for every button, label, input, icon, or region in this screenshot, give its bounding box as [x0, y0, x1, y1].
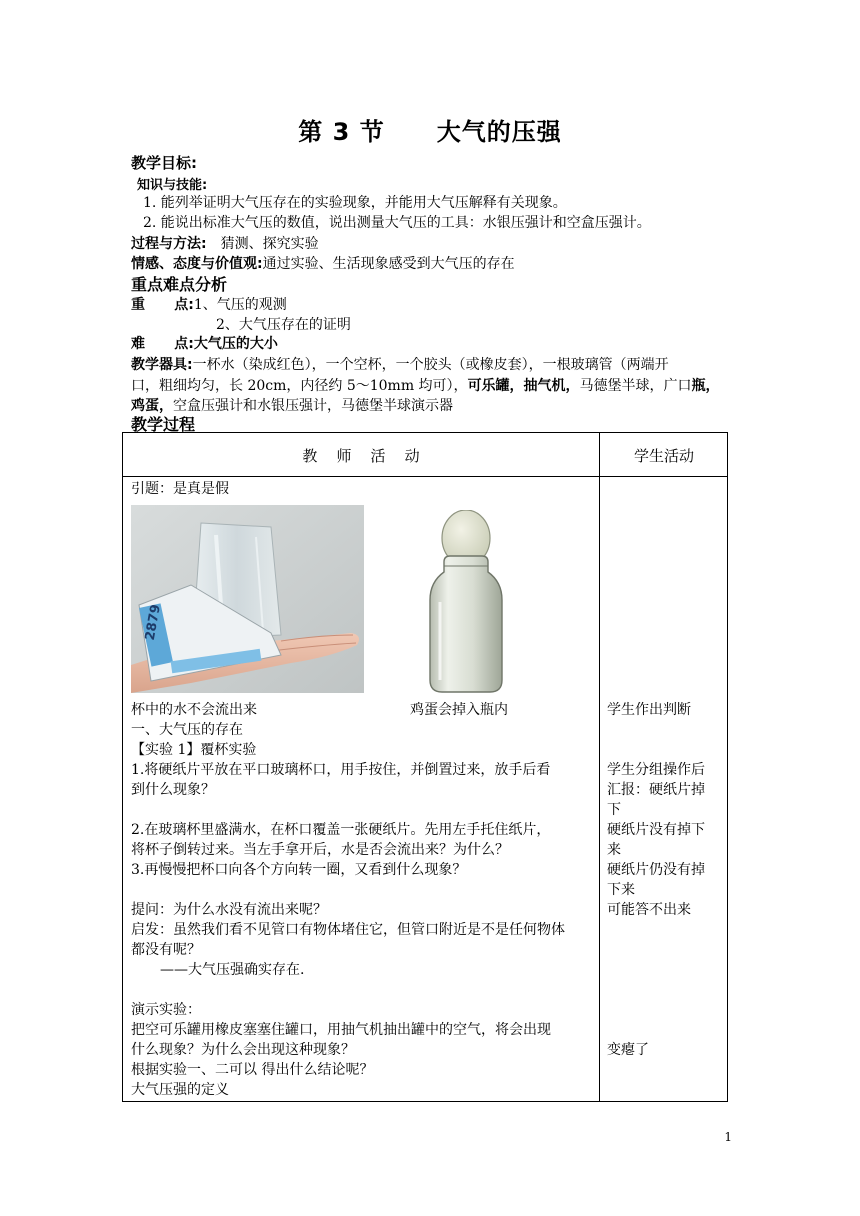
teacher-line: ——大气压强确实存在.	[160, 962, 305, 978]
teacher-line: 3.再慢慢把杯口向各个方向转一圈，又看到什么现象？	[131, 862, 467, 878]
key-item: 1、气压的观测	[193, 297, 287, 313]
teacher-line: 启发：虽然我们看不见管口有物体堵住它，但管口附近是不是任何物体	[131, 922, 565, 938]
equipment-line: 口，粗细均匀，长 20cm，内径约 5～10mm 均可），	[131, 378, 468, 394]
key-label: 重 点:	[131, 297, 194, 313]
teacher-line: 引题：是真是假	[131, 481, 229, 497]
student-line: 汇报：硬纸片掉	[607, 782, 705, 798]
equipment-line: 空盒压强计和水银压强计，马德堡半球演示器	[173, 398, 453, 414]
equipment-label: 教学器具:	[131, 357, 193, 373]
student-activity-header: 学生活动	[633, 447, 694, 465]
teacher-activity-header: 教 师 活 动	[302, 447, 420, 465]
teacher-line: 提问：为什么水没有流出来呢？	[131, 902, 327, 918]
caption-cup: 杯中的水不会流出来	[131, 702, 257, 718]
equipment-line: 马德堡半球，广口	[579, 378, 692, 394]
student-line: 可能答不出来	[607, 902, 691, 918]
teacher-line: 2.在玻璃杯里盛满水，在杯口覆盖一张硬纸片。先用左手托住纸片，	[131, 822, 551, 838]
emotion-text: 通过实验、生活现象感受到大气压的存在	[262, 256, 515, 272]
knowledge-heading: 知识与技能:	[137, 178, 208, 193]
student-line: 变瘪了	[607, 1042, 649, 1058]
teacher-line: 把空可乐罐用橡皮塞塞住罐口，用抽气机抽出罐中的空气，将会出现	[131, 1022, 551, 1038]
teacher-line: 到什么现象？	[131, 782, 215, 798]
teacher-line: 演示实验：	[131, 1002, 201, 1018]
section-title: 大气的压强	[436, 118, 562, 146]
egg-bottle-image	[420, 510, 512, 696]
page-number: 1	[724, 1130, 732, 1144]
teacher-line: 1.将硬纸片平放在平口玻璃杯口，用手按住，并倒置过来，放手后看	[131, 762, 551, 778]
page-title	[0, 112, 860, 147]
student-line: 下	[607, 802, 621, 818]
teacher-line: 根据实验一、二可以 得出什么结论呢？	[131, 1062, 374, 1078]
student-line: 学生作出判断	[607, 702, 691, 718]
emotion-label: 情感、态度与价值观:	[131, 256, 263, 272]
caption-egg: 鸡蛋会掉入瓶内	[410, 702, 508, 718]
student-line: 学生分组操作后	[607, 762, 705, 778]
teacher-line: 什么现象？为什么会出现这种现象？	[131, 1042, 355, 1058]
process-heading: 教学过程	[131, 415, 196, 434]
teacher-line: 【实验 1】覆杯实验	[131, 742, 257, 758]
equipment-bold: 可乐罐，抽气机，	[467, 378, 580, 394]
teacher-line: 将杯子倒转过来。当左手拿开后，水是否会流出来？为什么？	[131, 842, 509, 858]
teacher-line: 一、大气压的存在	[131, 722, 243, 738]
student-line: 来	[607, 842, 621, 858]
inverted-cup-image	[131, 505, 364, 693]
objective-item: 1. 能列举证明大气压存在的实验现象，并能用大气压解释有关现象。	[143, 195, 567, 211]
process-label: 过程与方法:	[131, 236, 207, 252]
section-number: 第 3 节	[298, 118, 385, 146]
card-number: 2879	[142, 603, 164, 642]
teacher-line: 大气压强的定义	[131, 1082, 229, 1098]
keypoints-heading: 重点难点分析	[131, 275, 228, 294]
teacher-line: 都没有呢？	[131, 942, 201, 958]
objectives-heading: 教学目标:	[131, 154, 197, 172]
objective-item: 2. 能说出标准大气压的数值，说出测量大气压的工具：水银压强计和空盒压强计。	[143, 215, 651, 231]
equipment-bold: 鸡蛋，	[131, 398, 173, 414]
student-line: 硬纸片没有掉下	[607, 822, 705, 838]
process-text: 猜测、探究实验	[220, 236, 319, 252]
equipment-line: 一杯水（染成红色），一个空杯，一个胶头（或橡皮套），一根玻璃管（两端开	[192, 357, 669, 373]
equipment-bold: 瓶，	[691, 378, 720, 394]
student-line: 下来	[607, 882, 635, 898]
difficult-text: 大气压的大小	[193, 336, 278, 352]
difficult-label: 难 点:	[131, 336, 194, 352]
student-line: 硬纸片仍没有掉	[607, 862, 705, 878]
inverted-cup-photo	[131, 505, 364, 693]
key-item: 2、大气压存在的证明	[216, 317, 351, 333]
